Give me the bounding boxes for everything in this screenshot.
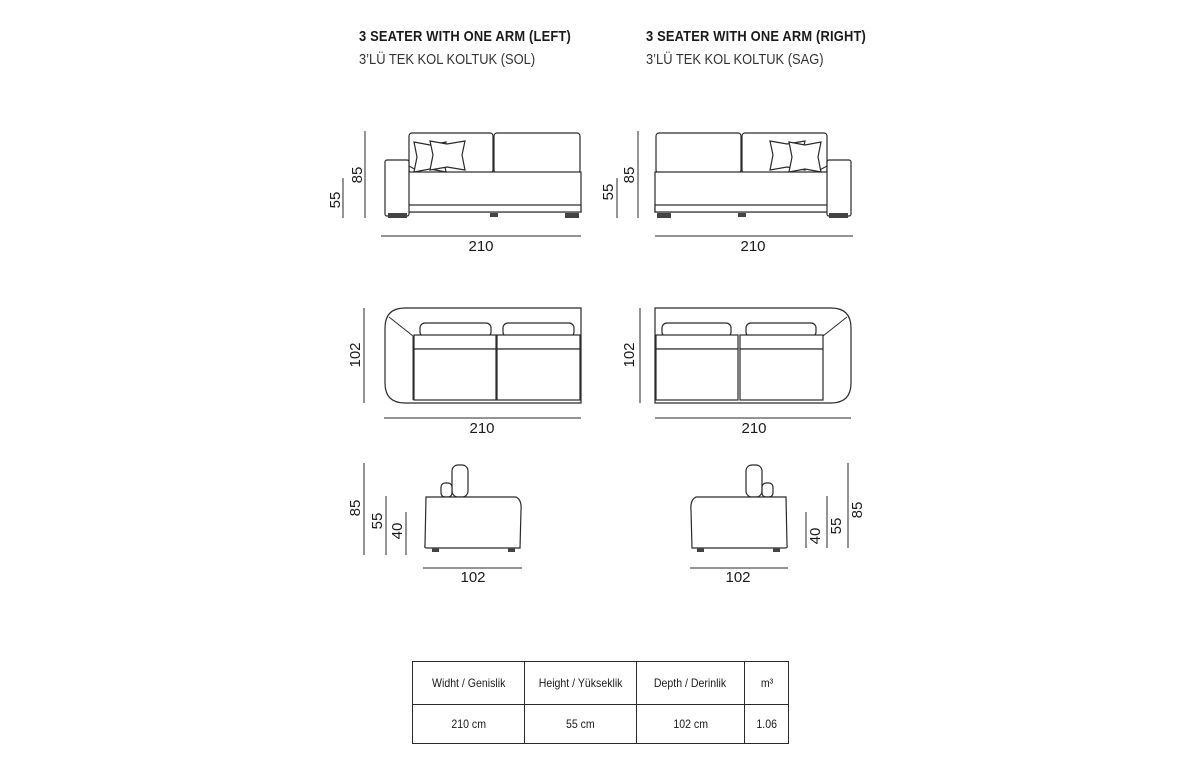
header-height: Height / Yükseklik — [525, 662, 637, 705]
front-left-width-label: 210 — [468, 238, 494, 255]
specs-header-row — [413, 662, 789, 705]
front-right-width-label: 210 — [740, 238, 766, 255]
front-right-height-label: 85 — [621, 166, 638, 184]
right-model-subtitle: 3’LÜ TEK KOL KOLTUK (SAG) — [646, 51, 824, 68]
value-depth: 102 cm — [637, 705, 745, 744]
side-left-depth-label: 102 — [460, 569, 486, 586]
value-volume: 1.06 — [745, 705, 789, 744]
left-model-title: 3 SEATER WITH ONE ARM (LEFT) — [359, 28, 571, 45]
value-width: 210 cm — [413, 705, 525, 744]
side-right-depth-label: 102 — [725, 569, 751, 586]
specs-table — [412, 661, 789, 744]
side-view-left — [347, 463, 522, 586]
side-right-seat-height-label: 55 — [828, 517, 845, 535]
side-right-height-label: 85 — [849, 501, 866, 519]
value-height: 55 cm — [525, 705, 637, 744]
header-depth: Depth / Derinlik — [637, 662, 745, 705]
right-model-title: 3 SEATER WITH ONE ARM (RIGHT) — [646, 28, 866, 45]
front-left-seat-height-label: 55 — [327, 191, 344, 209]
header-volume: m³ — [745, 662, 789, 705]
top-right-depth-label: 102 — [621, 342, 638, 368]
front-left-height-label: 85 — [349, 166, 366, 184]
side-right-base-height-label: 40 — [807, 527, 824, 545]
top-view-left — [347, 308, 581, 437]
left-model-subtitle: 3’LÜ TEK KOL KOLTUK (SOL) — [359, 51, 536, 68]
side-left-seat-height-label: 55 — [369, 512, 386, 530]
side-view-right — [690, 463, 866, 586]
top-right-width-label: 210 — [741, 420, 767, 437]
front-view-right — [600, 131, 853, 255]
header-width: Widht / Genislik — [413, 662, 525, 705]
front-view-left — [327, 131, 581, 255]
side-left-base-height-label: 40 — [389, 522, 406, 540]
top-view-right — [621, 308, 851, 437]
front-right-seat-height-label: 55 — [600, 183, 617, 201]
top-left-width-label: 210 — [469, 420, 495, 437]
specs-value-row — [413, 705, 789, 744]
side-left-height-label: 85 — [347, 499, 364, 517]
top-left-depth-label: 102 — [347, 342, 364, 368]
